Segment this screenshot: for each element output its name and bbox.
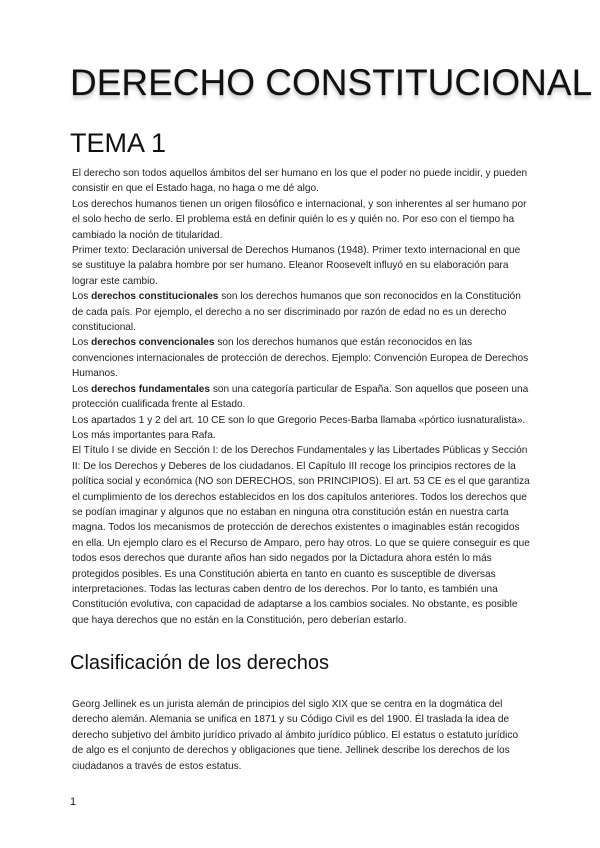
paragraph-text: son una categoría particular de España. Son aquellos que poseen una protección cualificada frente al Estado. — [72, 383, 529, 411]
paragraph: Los apartados 1 y 2 del art. 10 CE son lo que Gregorio Peces-Barba llamaba «pórtico iusnaturalista». Los más importantes para Rafa. — [72, 414, 526, 441]
paragraph-text: son los derechos humanos que son reconocidos en la Constitución de cada país. Por ejemplo, el derecho a no ser discriminado por razón de edad no es un derecho constitucional. — [72, 291, 521, 334]
paragraph: Los derechos humanos tienen un origen filosófico e internacional, y son inherentes al ser humano por el solo hecho de serlo. El problema está en definir quién lo es y quién no. Por eso con el tiempo ha cambiado la noción de titularidad. — [72, 198, 527, 241]
paragraph: El derecho son todos aquellos ámbitos del ser humano en los que el poder no puede incidir, y pueden consistir en que el Estado haga, no haga o me dé algo. — [72, 168, 528, 195]
section-heading-tema: TEMA 1 — [70, 128, 167, 158]
bold-term: derechos constitucionales — [91, 291, 219, 303]
paragraph-text: Los — [72, 337, 92, 349]
paragraph — [72, 335, 532, 381]
paragraph-text: Los — [72, 291, 92, 303]
bold-term: derechos fundamentales — [91, 383, 211, 395]
paragraph — [72, 289, 532, 335]
paragraph-text: Los — [72, 383, 92, 395]
paragraph-text: son los derechos humanos que están reconocidos en las convenciones internacionales de protección de derechos. Ejemplo: Convención Europea de Derechos Humanos. — [72, 337, 529, 380]
bold-term: derechos convencionales — [91, 337, 215, 349]
paragraph — [72, 382, 532, 413]
body-text-section-2 — [72, 697, 532, 774]
section-heading-clasificacion: Clasificación de los derechos — [70, 652, 330, 674]
paragraph: Georg Jellinek es un jurista alemán de principios del siglo XIX que se centra en la dogmática del derecho alemán. Alemania se unifica en 1871 y su Código Civil es del 1900. Él traslada la idea de derecho subjetivo del ámbito jurídico privado al ámbito jurídico público. El estatus o estatuto jurídico de algo es el conjunto de derechos y obligaciones que tiene. Jellinek describe los derechos de los ciudadanos a través de estos estatus. — [72, 699, 519, 772]
page-number: 1 — [70, 796, 77, 808]
body-text — [72, 166, 532, 628]
document-title: DERECHO CONSTITUCIONAL — [70, 62, 593, 103]
paragraph: Primer texto: Declaración universal de Derechos Humanos (1948). Primer texto internacional en que se sustituye la palabra hombre por ser humano. Eleanor Roosevelt influyó en su elaboración para lograr este cambio. — [72, 245, 521, 287]
paragraph: El Título I se divide en Sección I: de los Derechos Fundamentales y las Libertades Públicas y Sección II: De los Derechos y Deberes de los ciudadanos. El Capítulo III recoge los principios rectores de la política social y económica (NO son DERECHOS, son PRINCIPIOS). El art. 53 CE es el que garantiza el cumplimiento de los derechos establecidos en los dos capítulos anteriores. Todos los derechos que se podían imaginar y algunos que no estaban en ninguna otra constitución están en nuestra carta magna. Todos los mecanismos de protección de derechos existentes o imaginables están recogidos en ella. Un ejemplo claro es el Recurso de Amparo, pero hay otros. Lo que se quiere conseguir es que todos esos derechos que durante años han sido negados por la Dictadura ahora estén lo más protegidos posibles. Es una Constitución abierta en tanto en cuanto es susceptible de diversas interpretaciones. Todas las lecturas caben dentro de los derechos. Por lo tanto, es también una Constitución evolutiva, con capacidad de adaptarse a los cambios sociales. No obstante, es posible que haya derechos que no están en la Constitución, pero deberían estarlo. — [72, 445, 530, 626]
